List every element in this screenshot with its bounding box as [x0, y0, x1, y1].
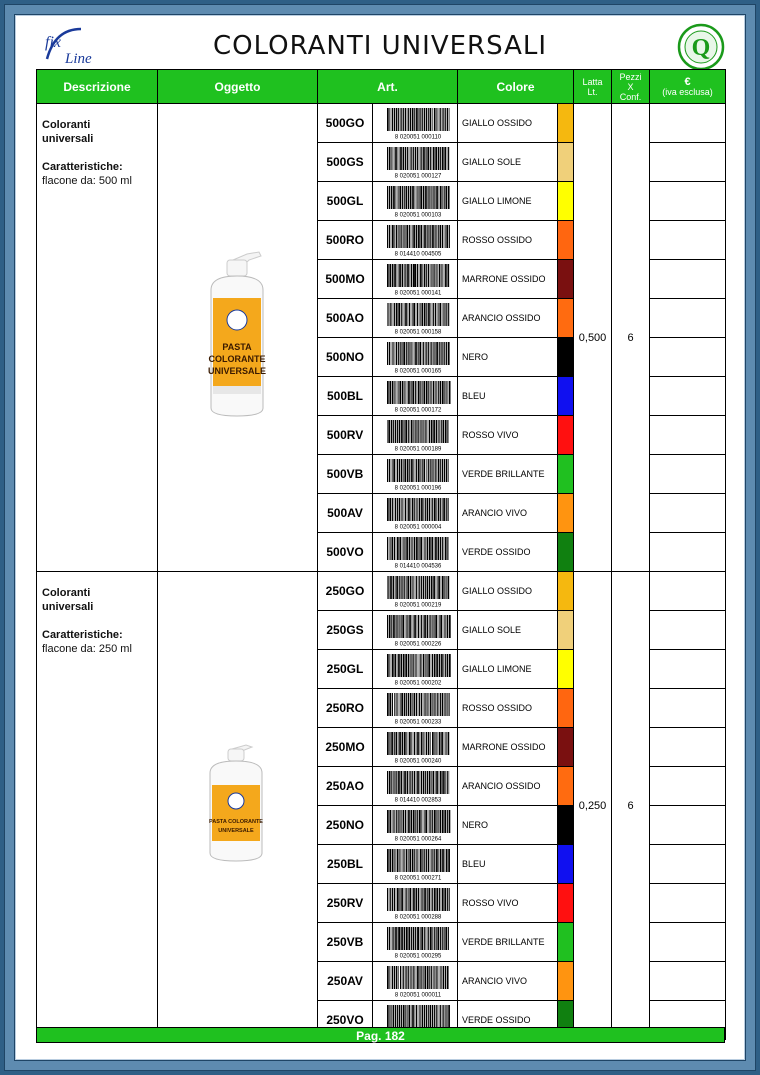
color-name: ROSSO VIVO	[458, 416, 558, 455]
col-prezzo-iva: (iva esclusa)	[662, 86, 713, 97]
article-code: 250AV	[318, 962, 373, 1001]
price-cell[interactable]	[650, 884, 726, 923]
price-cell[interactable]	[650, 182, 726, 221]
article-code: 250VB	[318, 923, 373, 962]
color-name: ARANCIO OSSIDO	[458, 299, 558, 338]
article-code: 500BL	[318, 377, 373, 416]
col-colore: Colore	[458, 70, 574, 104]
page-footer: Pag. 182	[36, 1027, 725, 1043]
color-name: ROSSO OSSIDO	[458, 689, 558, 728]
color-swatch	[558, 416, 573, 454]
color-name: ROSSO OSSIDO	[458, 221, 558, 260]
color-name: GIALLO OSSIDO	[458, 104, 558, 143]
color-swatch	[558, 533, 573, 571]
col-pezzi	[612, 70, 650, 104]
barcode-image	[383, 693, 453, 725]
barcode-number: 8 020051 000196	[394, 485, 442, 491]
price-cell[interactable]	[650, 494, 726, 533]
group-image-cell	[158, 572, 318, 1040]
color-name: NERO	[458, 806, 558, 845]
barcode-number: 8 020051 000288	[394, 914, 442, 920]
color-name: NERO	[458, 338, 558, 377]
barcode-number: 8 020051 000158	[394, 329, 442, 335]
col-latta-line1: Latta	[582, 76, 603, 87]
color-name: VERDE OSSIDO	[458, 533, 558, 572]
barcode-number: 8 020051 000202	[394, 680, 442, 686]
color-swatch	[558, 494, 573, 532]
barcode-cell	[373, 962, 458, 1001]
desc-title-line2: universali	[42, 601, 94, 613]
color-swatch-cell	[558, 104, 574, 143]
barcode-number: 8 020051 000240	[394, 758, 442, 764]
desc-title-line1: Coloranti	[42, 587, 91, 599]
barcode-cell	[373, 182, 458, 221]
barcode-cell	[373, 143, 458, 182]
color-swatch	[558, 611, 573, 649]
barcode-image	[383, 225, 453, 257]
barcode-image	[383, 303, 453, 335]
color-swatch-cell	[558, 494, 574, 533]
color-swatch	[558, 377, 573, 415]
price-cell[interactable]	[650, 377, 726, 416]
barcode-number: 8 020051 000172	[394, 407, 442, 413]
barcode-image	[383, 186, 453, 218]
barcode-image	[383, 576, 453, 608]
barcode-cell	[373, 221, 458, 260]
barcode-image	[383, 147, 453, 179]
barcode-cell	[373, 728, 458, 767]
color-swatch	[558, 650, 573, 688]
logo-text-line: Line	[65, 51, 92, 67]
barcode-image	[383, 342, 453, 374]
product-bottle-image	[198, 743, 278, 863]
bottle-label-text: UNIVERSALE	[217, 828, 254, 835]
barcode-cell	[373, 845, 458, 884]
col-latta-line2: Lt.	[587, 86, 598, 97]
price-cell[interactable]	[650, 338, 726, 377]
page-header	[35, 17, 725, 77]
barcode-image	[383, 108, 453, 140]
pezzi-value: 6	[612, 572, 650, 1040]
color-name: VERDE BRILLANTE	[458, 923, 558, 962]
barcode-cell	[373, 455, 458, 494]
price-cell[interactable]	[650, 962, 726, 1001]
bottle-label-text: PASTA	[221, 342, 252, 352]
article-code: 250BL	[318, 845, 373, 884]
article-code: 500GL	[318, 182, 373, 221]
article-code: 500GO	[318, 104, 373, 143]
barcode-number: 8 020051 000011	[394, 992, 442, 998]
color-swatch	[558, 767, 573, 805]
color-swatch	[558, 923, 573, 961]
price-cell[interactable]	[650, 143, 726, 182]
barcode-number: 8 020051 000233	[394, 719, 442, 725]
color-swatch-cell	[558, 416, 574, 455]
color-name: GIALLO SOLE	[458, 611, 558, 650]
color-swatch	[558, 884, 573, 922]
color-name: MARRONE OSSIDO	[458, 728, 558, 767]
quality-badge-letter: Q	[691, 35, 711, 61]
price-cell[interactable]	[650, 767, 726, 806]
article-code: 250RV	[318, 884, 373, 923]
color-swatch	[558, 260, 573, 298]
barcode-number: 8 014410 004536	[394, 563, 442, 569]
price-cell[interactable]	[650, 260, 726, 299]
barcode-cell	[373, 806, 458, 845]
desc-title-line1: Coloranti	[42, 119, 91, 131]
color-swatch	[558, 572, 573, 610]
bottle-label-text: COLORANTE	[208, 354, 265, 364]
barcode-cell	[373, 533, 458, 572]
bottle-label-text: PASTA COLORANTE	[208, 819, 263, 826]
barcode-cell	[373, 923, 458, 962]
color-swatch	[558, 845, 573, 883]
color-swatch	[558, 689, 573, 727]
col-prezzo	[650, 70, 726, 104]
price-cell[interactable]	[650, 299, 726, 338]
barcode-cell	[373, 104, 458, 143]
color-swatch	[558, 455, 573, 493]
barcode-image	[383, 420, 453, 452]
barcode-number: 8 020051 000110	[394, 134, 442, 140]
article-code: 500VB	[318, 455, 373, 494]
price-cell[interactable]	[650, 611, 726, 650]
color-name: GIALLO SOLE	[458, 143, 558, 182]
color-swatch-cell	[558, 884, 574, 923]
color-swatch	[558, 104, 573, 142]
barcode-cell	[373, 650, 458, 689]
barcode-cell	[373, 299, 458, 338]
desc-label: Caratteristiche:	[42, 161, 123, 173]
article-code: 250GO	[318, 572, 373, 611]
barcode-image	[383, 888, 453, 920]
latta-value: 0,500	[574, 104, 612, 572]
barcode-cell	[373, 494, 458, 533]
article-code: 250MO	[318, 728, 373, 767]
color-swatch-cell	[558, 923, 574, 962]
barcode-cell	[373, 611, 458, 650]
col-pezzi-line3: Conf.	[619, 91, 642, 102]
price-cell[interactable]	[650, 572, 726, 611]
price-cell[interactable]	[650, 806, 726, 845]
group-image-cell	[158, 104, 318, 572]
barcode-number: 8 020051 000165	[394, 368, 442, 374]
barcode-number: 8 020051 000264	[394, 836, 442, 842]
article-code: 250VO	[318, 1001, 373, 1040]
barcode-number: 8 020051 000271	[394, 875, 442, 881]
price-cell[interactable]	[650, 455, 726, 494]
table-header-row	[37, 70, 726, 104]
color-swatch-cell	[558, 143, 574, 182]
article-code: 250RO	[318, 689, 373, 728]
color-swatch-cell	[558, 182, 574, 221]
color-name: GIALLO OSSIDO	[458, 572, 558, 611]
barcode-cell	[373, 338, 458, 377]
price-cell[interactable]	[650, 650, 726, 689]
article-code: 500MO	[318, 260, 373, 299]
barcode-image	[383, 537, 453, 569]
color-name: VERDE OSSIDO	[458, 1001, 558, 1040]
barcode-number: 8 020051 000004	[394, 524, 442, 530]
col-oggetto: Oggetto	[158, 70, 318, 104]
barcode-cell	[373, 572, 458, 611]
barcode-image	[383, 381, 453, 413]
color-name: ARANCIO OSSIDO	[458, 767, 558, 806]
quality-badge-icon	[677, 23, 725, 71]
barcode-image	[383, 849, 453, 881]
color-swatch-cell	[558, 806, 574, 845]
article-code: 250GL	[318, 650, 373, 689]
pezzi-value: 6	[612, 104, 650, 572]
price-cell[interactable]	[650, 845, 726, 884]
col-descrizione: Descrizione	[37, 70, 158, 104]
col-art: Art.	[318, 70, 458, 104]
desc-title-line2: universali	[42, 133, 94, 145]
article-code: 250GS	[318, 611, 373, 650]
col-pezzi-line2: X	[627, 81, 634, 92]
color-name: BLEU	[458, 377, 558, 416]
price-cell[interactable]	[650, 221, 726, 260]
barcode-number: 8 020051 000103	[394, 212, 442, 218]
color-swatch-cell	[558, 650, 574, 689]
article-code: 250AO	[318, 767, 373, 806]
barcode-image	[383, 966, 453, 998]
price-cell[interactable]	[650, 728, 726, 767]
barcode-image	[383, 927, 453, 959]
logo-text-fix: fix	[45, 34, 61, 51]
bottle-label-text: UNIVERSALE	[207, 366, 266, 376]
barcode-number: 8 014410 004505	[394, 251, 442, 257]
desc-text: flacone da: 500 ml	[42, 175, 132, 187]
color-swatch-cell	[558, 962, 574, 1001]
barcode-number: 8 020051 000295	[394, 953, 442, 959]
color-swatch-cell	[558, 338, 574, 377]
col-pezzi-line1: Pezzi	[619, 71, 642, 82]
desc-text: flacone da: 250 ml	[42, 643, 132, 655]
color-name: ARANCIO VIVO	[458, 494, 558, 533]
color-swatch	[558, 182, 573, 220]
product-table	[36, 69, 726, 1040]
barcode-number: 8 020051 000189	[394, 446, 442, 452]
color-swatch-cell	[558, 533, 574, 572]
color-swatch-cell	[558, 221, 574, 260]
group-description	[37, 104, 158, 572]
color-swatch-cell	[558, 377, 574, 416]
color-swatch	[558, 143, 573, 181]
price-cell[interactable]	[650, 416, 726, 455]
color-name: GIALLO LIMONE	[458, 182, 558, 221]
barcode-number: 8 020051 000127	[394, 173, 442, 179]
barcode-cell	[373, 767, 458, 806]
article-code: 500RV	[318, 416, 373, 455]
col-latta	[574, 70, 612, 104]
price-cell[interactable]	[650, 104, 726, 143]
desc-label: Caratteristiche:	[42, 629, 123, 641]
color-name: GIALLO LIMONE	[458, 650, 558, 689]
barcode-image	[383, 732, 453, 764]
barcode-image	[383, 771, 453, 803]
color-swatch	[558, 338, 573, 376]
color-swatch-cell	[558, 299, 574, 338]
price-cell[interactable]	[650, 533, 726, 572]
page-title: COLORANTI UNIVERSALI	[212, 31, 548, 61]
table-row	[37, 104, 726, 143]
article-code: 500VO	[318, 533, 373, 572]
barcode-cell	[373, 260, 458, 299]
color-swatch-cell	[558, 845, 574, 884]
color-name: MARRONE OSSIDO	[458, 260, 558, 299]
color-swatch-cell	[558, 611, 574, 650]
latta-value: 0,250	[574, 572, 612, 1040]
barcode-number: 8 014410 002853	[394, 797, 442, 803]
color-swatch	[558, 728, 573, 766]
article-code: 250NO	[318, 806, 373, 845]
color-name: BLEU	[458, 845, 558, 884]
color-swatch-cell	[558, 728, 574, 767]
barcode-cell	[373, 884, 458, 923]
col-prezzo-euro: €	[684, 75, 691, 88]
color-name: ROSSO VIVO	[458, 884, 558, 923]
price-cell[interactable]	[650, 923, 726, 962]
color-swatch	[558, 221, 573, 259]
barcode-number: 8 020051 000141	[394, 290, 442, 296]
group-description	[37, 572, 158, 1040]
table-row	[37, 572, 726, 611]
barcode-cell	[373, 416, 458, 455]
barcode-cell	[373, 377, 458, 416]
barcode-image	[383, 498, 453, 530]
article-code: 500AO	[318, 299, 373, 338]
color-swatch-cell	[558, 455, 574, 494]
color-swatch-cell	[558, 767, 574, 806]
color-swatch-cell	[558, 260, 574, 299]
barcode-image	[383, 264, 453, 296]
article-code: 500GS	[318, 143, 373, 182]
color-swatch-cell	[558, 689, 574, 728]
product-bottle-image	[203, 250, 273, 420]
price-cell[interactable]	[650, 689, 726, 728]
color-swatch	[558, 299, 573, 337]
color-swatch	[558, 962, 573, 1000]
barcode-image	[383, 459, 453, 491]
color-swatch	[558, 806, 573, 844]
barcode-cell	[373, 689, 458, 728]
barcode-image	[383, 654, 453, 686]
page-frame	[14, 14, 746, 1061]
barcode-image	[383, 615, 453, 647]
barcode-number: 8 020051 000219	[394, 602, 442, 608]
article-code: 500RO	[318, 221, 373, 260]
article-code: 500AV	[318, 494, 373, 533]
barcode-number: 8 020051 000226	[394, 641, 442, 647]
color-name: ARANCIO VIVO	[458, 962, 558, 1001]
color-name: VERDE BRILLANTE	[458, 455, 558, 494]
barcode-image	[383, 810, 453, 842]
color-swatch-cell	[558, 572, 574, 611]
article-code: 500NO	[318, 338, 373, 377]
